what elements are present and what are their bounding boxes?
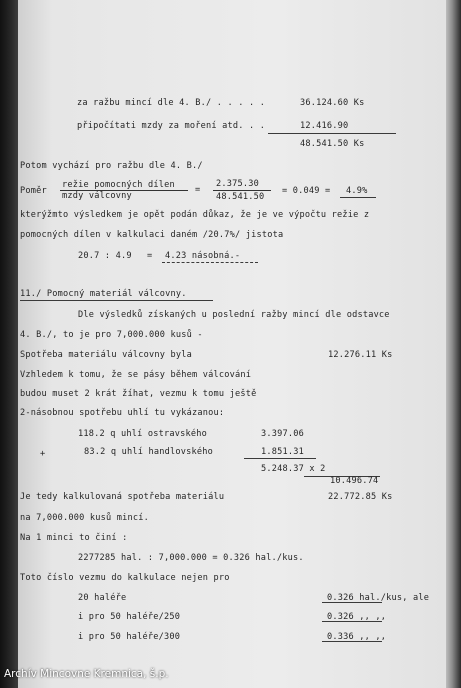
value-mint-cost: 36.124.60 Ks [300, 98, 365, 108]
row-50-300-label: i pro 50 haléře/300 [78, 632, 181, 642]
para-value-3: 12.276.11 Ks [328, 350, 393, 360]
section-heading-underline [20, 300, 213, 301]
coal-ostrava-value: 3.397.06 [261, 429, 304, 439]
ratio-percent: 4.9% [346, 186, 368, 196]
calc-line-4: 2277285 hal. : 7,000.000 = 0.326 hal./kus. [78, 553, 304, 563]
percent-underline [340, 197, 376, 198]
para-line-1: Dle výsledků získaných u poslední ražby mincí dle odstavce [78, 310, 390, 320]
row-20-label: 20 haléře [78, 593, 127, 603]
fraction-num-value: 2.375.30 [216, 179, 259, 189]
row-20-value: 0.326 hal./kus, ale [327, 593, 430, 603]
coal-ostrava: 118.2 q uhlí ostravského [78, 429, 207, 439]
ratio-calc-eq: = [147, 251, 153, 261]
value-wages-add: 12.416.90 [300, 121, 349, 131]
archive-watermark: Archív Mincovne Kremnica, š.p. [4, 668, 169, 680]
para-line-2: 4. B./, to je pro 7,000.000 kusů - [20, 330, 203, 340]
line-result-proof: kterýžmto výsledkem je opět podán důkaz, že je ve výpočtu režie z [20, 210, 370, 220]
fraction-den-value: 48.541.50 [216, 192, 265, 202]
line-then: Potom vychází pro ražbu dle 4. B./ [20, 161, 203, 171]
ratio-label: Poměr [20, 186, 47, 196]
fraction-bar-value [213, 190, 271, 191]
row-20-underline [322, 602, 382, 603]
section-heading: 11./ Pomocný materiál válcovny. [20, 289, 187, 299]
para-line-5: budou muset 2 krát žíhat, vezmu k tomu ještě [20, 389, 257, 399]
calc-line-2: na 7,000.000 kusů mincí. [20, 513, 149, 523]
coal-sum-rule [244, 458, 316, 459]
ratio-result: = 0.049 = [282, 186, 331, 196]
row-50-250-underline [322, 621, 382, 622]
coal-double: 10.496.74 [330, 476, 379, 486]
para-line-4: Vzhledem k tomu, že se pásy během válcování [20, 370, 252, 380]
sum-rule [268, 133, 396, 134]
plus-sign: + [40, 449, 46, 459]
line-mint-cost: za ražbu mincí dle 4. B./ . . . . . [77, 98, 266, 108]
para-line-3: Spotřeba materiálu válcovny byla [20, 350, 192, 360]
coal-handlova: 83.2 q uhlí handlovského [84, 447, 213, 457]
page-edge [446, 0, 461, 688]
row-50-300-underline [322, 641, 382, 642]
line-workshops: pomocných dílen v kalkulaci daném /20.7%/ jistota [20, 230, 284, 240]
row-50-250-value: 0.326 ,, ,, [327, 612, 387, 622]
book-spine [0, 0, 20, 688]
equals-sign: = [195, 185, 201, 195]
ratio-calc: 20.7 : 4.9 [78, 251, 132, 261]
calc-line-1: Je tedy kalkulovaná spotřeba materiálu [20, 492, 225, 502]
calc-line-5: Toto číslo vezmu do kalkulace nejen pro [20, 573, 230, 583]
fraction-num-text: režie pomocných dílen [62, 180, 175, 190]
coal-sum: 5.248.37 x 2 [261, 464, 326, 474]
value-total: 48.541.50 Ks [300, 139, 365, 149]
line-wages-add: připočítati mzdy za moření atd. . . [77, 121, 266, 131]
calc-value-1: 22.772.85 Ks [328, 492, 393, 502]
row-50-250-label: i pro 50 haléře/250 [78, 612, 181, 622]
coal-handlova-value: 1.851.31 [261, 447, 304, 457]
row-50-300-value: 0.336 ,, ,, [327, 632, 387, 642]
para-line-6: 2-násobnou spotřebu uhlí tu vykázanou: [20, 408, 225, 418]
calc-line-3: Na 1 minci to činí : [20, 533, 128, 543]
ratio-calc-underline [162, 262, 258, 263]
fraction-den-text: mzdy válcovny [62, 191, 132, 201]
ratio-calc-result: 4.23 násobná.- [165, 251, 241, 261]
